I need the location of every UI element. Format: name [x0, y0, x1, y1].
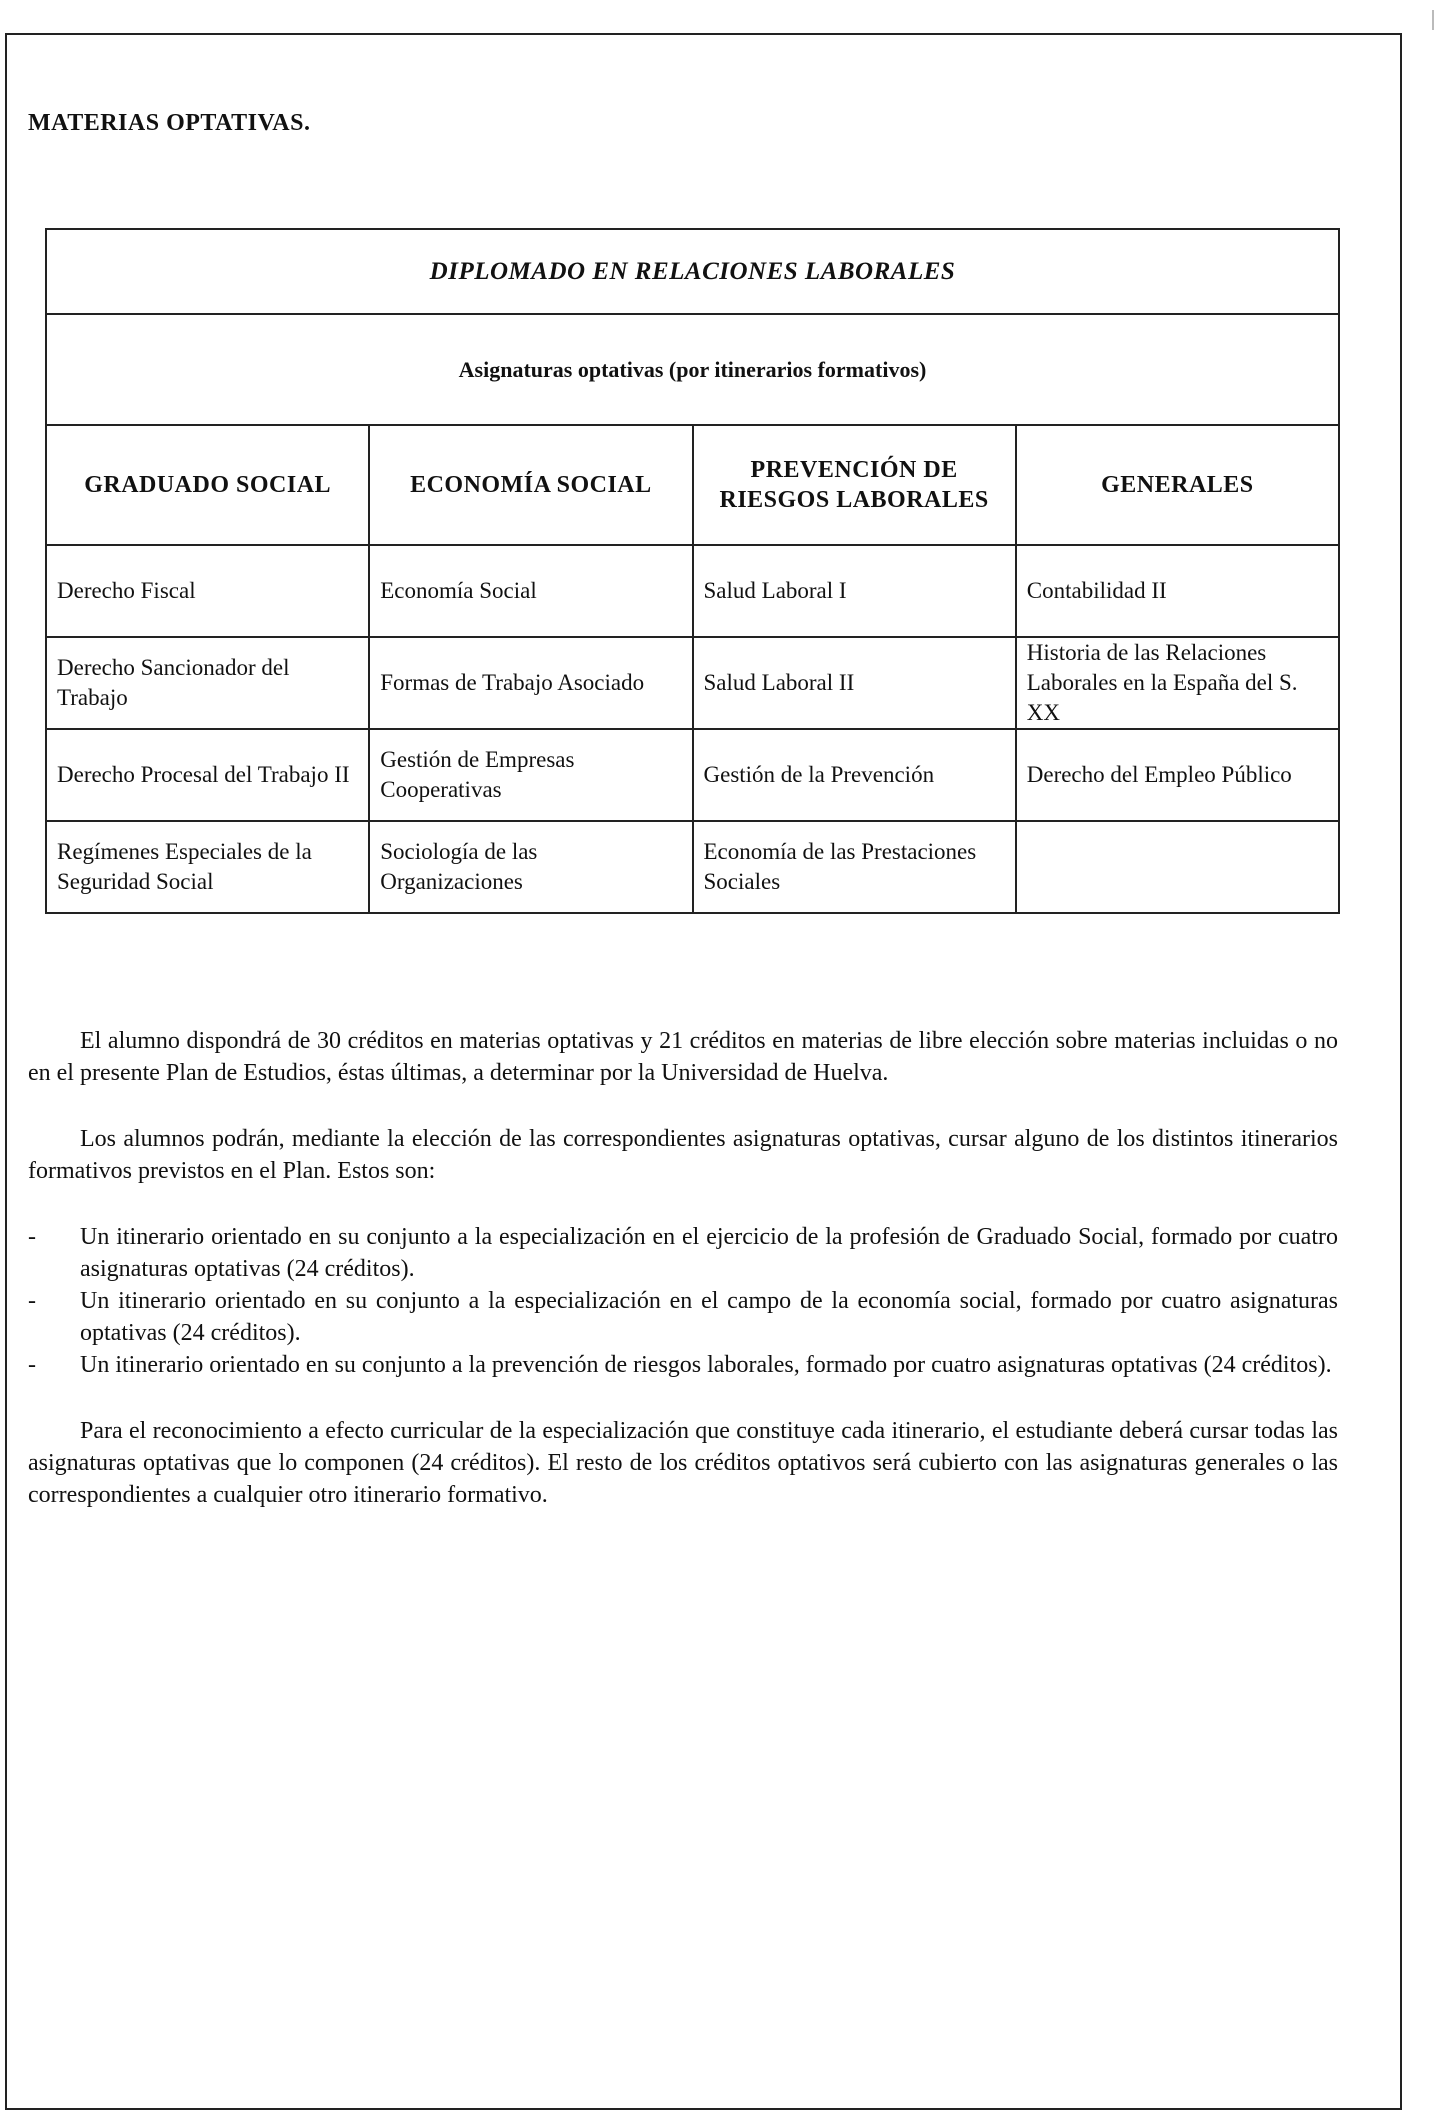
- table-row: [46, 821, 1339, 913]
- column-header-generales: GENERALES: [1016, 425, 1339, 545]
- section-title: MATERIAS OPTATIVAS.: [28, 110, 311, 136]
- table-row: [46, 729, 1339, 821]
- body-text: [28, 1025, 1338, 1545]
- table-cell: Gestión de Empresas Cooperativas: [369, 729, 692, 821]
- list-item: [28, 1285, 1338, 1349]
- table-cell: Salud Laboral I: [693, 545, 1016, 637]
- list-marker: -: [28, 1352, 36, 1378]
- optional-subjects-table: [45, 228, 1340, 914]
- list-item-text: Un itinerario orientado en su conjunto a la especialización en el campo de la economía social, formado por cuatro asignaturas optativas (24 créditos).: [80, 1288, 1338, 1346]
- table-header-row: [46, 425, 1339, 545]
- list-item: [28, 1349, 1338, 1381]
- scan-edge-mark: [1432, 10, 1434, 30]
- table-cell: Historia de las Relaciones Laborales en la España del S. XX: [1016, 637, 1339, 729]
- table-cell: Derecho Fiscal: [46, 545, 369, 637]
- table-cell: Contabilidad II: [1016, 545, 1339, 637]
- table-title: DIPLOMADO EN RELACIONES LABORALES: [46, 229, 1339, 314]
- table-cell: Derecho Sancionador del Trabajo: [46, 637, 369, 729]
- column-header-economia-social: ECONOMÍA SOCIAL: [369, 425, 692, 545]
- itineraries-list: [28, 1221, 1338, 1381]
- credits-paragraph: El alumno dispondrá de 30 créditos en materias optativas y 21 créditos en materias de libre elección sobre materias incluidas o no en el presente Plan de Estudios, éstas últimas, a determinar por la Universidad de Huelva.: [28, 1028, 1338, 1086]
- column-header-graduado-social: GRADUADO SOCIAL: [46, 425, 369, 545]
- list-item-text: Un itinerario orientado en su conjunto a la prevención de riesgos laborales, formado por cuatro asignaturas optativas (24 créditos).: [80, 1352, 1332, 1378]
- column-header-prevencion-riesgos: PREVENCIÓN DE RIESGOS LABORALES: [693, 425, 1016, 545]
- table-cell: Economía de las Prestaciones Sociales: [693, 821, 1016, 913]
- list-item-text: Un itinerario orientado en su conjunto a la especialización en el ejercicio de la profesión de Graduado Social, formado por cuatro asignaturas optativas (24 créditos).: [80, 1224, 1338, 1282]
- table-cell: Salud Laboral II: [693, 637, 1016, 729]
- table-row: [46, 637, 1339, 729]
- list-marker: -: [28, 1288, 36, 1314]
- table-cell: Formas de Trabajo Asociado: [369, 637, 692, 729]
- table-cell: Derecho Procesal del Trabajo II: [46, 729, 369, 821]
- list-marker: -: [28, 1224, 36, 1250]
- table-subtitle: Asignaturas optativas (por itinerarios formativos): [46, 314, 1339, 425]
- table-subtitle-row: [46, 314, 1339, 425]
- table-cell: Regímenes Especiales de la Seguridad Social: [46, 821, 369, 913]
- table-cell: Sociología de las Organizaciones: [369, 821, 692, 913]
- table-cell: Gestión de la Prevención: [693, 729, 1016, 821]
- table-cell: Derecho del Empleo Público: [1016, 729, 1339, 821]
- closing-paragraph: Para el reconocimiento a efecto curricular de la especialización que constituye cada itinerario, el estudiante deberá cursar todas las asignaturas optativas que lo componen (24 créditos). El resto de los créditos optativos será cubierto con las asignaturas generales o las correspondientes a cualquier otro itinerario formativo.: [28, 1418, 1338, 1508]
- table-cell: Economía Social: [369, 545, 692, 637]
- itineraries-intro-paragraph: Los alumnos podrán, mediante la elección de las correspondientes asignaturas optativas, cursar alguno de los distintos itinerarios formativos previstos en el Plan. Estos son:: [28, 1126, 1338, 1184]
- table-title-row: [46, 229, 1339, 314]
- table-cell-empty: [1016, 821, 1339, 913]
- table-row: [46, 545, 1339, 637]
- list-item: [28, 1221, 1338, 1285]
